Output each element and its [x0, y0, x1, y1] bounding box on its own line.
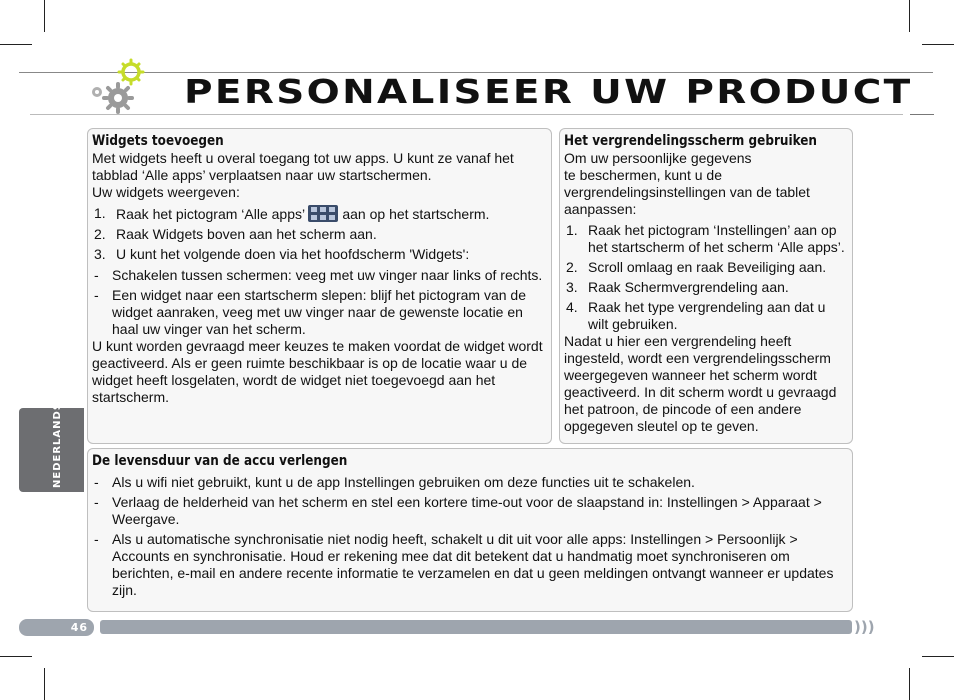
crop-mark [44, 0, 45, 32]
list-item: 3. Raak Schermvergrendeling aan. [566, 279, 789, 295]
lockscreen-heading: Het vergrendelingsscherm gebruiken [564, 133, 818, 149]
list-item: 3. U kunt het volgende doen via het hoofdscherm 'Widgets': [94, 246, 470, 262]
crop-mark [909, 668, 910, 700]
list-item: 1. Raak het pictogram ‘Instellingen’ aan op het startscherm of het scherm ‘Alle apps’. [566, 222, 845, 255]
list-item: - Als u wifi niet gebruikt, kunt u de app Instellingen gebruiken om deze functies uit te schakelen. [94, 474, 695, 490]
list-item: 1. Raak het pictogram ‘Alle apps’ aan op het startscherm. [94, 205, 490, 222]
widgets-intro: Met widgets heeft u overal toegang tot uw apps. U kunt ze vanaf het tabblad ‘Alle apps’ verplaatsen naar uw startschermen. [92, 150, 514, 183]
list-item: 2. Raak Widgets boven aan het scherm aan. [94, 226, 377, 242]
widgets-outro: U kunt worden gevraagd meer keuzes te maken voordat de widget wordt geactiveerd. Als er geen ruimte beschikbaar is op de locatie waar u de widget heeft losgelaten, wordt de widget niet toegevoegd aan het startscherm. [92, 338, 543, 405]
crop-mark [0, 44, 32, 45]
crop-mark [922, 44, 954, 45]
list-item: - Een widget naar een startscherm slepen: blijf het pictogram van de widget aanraken, veeg met uw vinger naar de gewenste locatie en haal uw vinger van het scherm. [94, 287, 527, 337]
crop-mark [44, 668, 45, 700]
lockscreen-panel [559, 128, 853, 444]
list-item: 4. Raak het type vergrendeling aan dat u wilt gebruiken. [566, 299, 826, 332]
footer-bar [100, 620, 852, 634]
battery-panel [87, 448, 853, 612]
footer-end-marks: ))) [854, 618, 875, 636]
widgets-bullets [92, 267, 547, 338]
widgets-steps [92, 205, 547, 263]
lockscreen-steps [564, 222, 848, 333]
widgets-panel [87, 128, 552, 444]
battery-bullets [92, 474, 848, 599]
crop-mark [922, 656, 954, 657]
widgets-subheading: Uw widgets weergeven: [92, 184, 240, 200]
list-item: - Als u automatische synchronisatie niet nodig heeft, schakelt u dit uit voor alle apps: Instellingen > Persoonlijk > Accounts en synchronisatie. Houd er rekening mee dat dit betekent dat u handmatig moet synchroniseren om berichten, e-mail en andere recente informatie te verzamelen en dat u geen meldingen ontvangt wanneer er updates zijn. [94, 531, 834, 598]
lockscreen-intro: Om uw persoonlijke gegevens te beschermen, kunt u de vergrendelingsinstellingen van de tablet aanpassen: [564, 150, 810, 217]
crop-mark [0, 656, 32, 657]
header-rule-right [910, 114, 934, 115]
lockscreen-outro: Nadat u hier een vergrendeling heeft ingesteld, wordt een vergrendelingsscherm weergegeven wanneer het scherm wordt geactiveerd. In dit scherm wordt u gevraagd het patroon, de pincode of een andere opgegeven sleutel op te geven. [564, 333, 837, 434]
page-title: PERSONALISEER UW PRODUCT [184, 72, 913, 111]
page-number: 46 [19, 619, 94, 636]
list-item: - Schakelen tussen schermen: veeg met uw vinger naar links of rechts. [94, 267, 543, 283]
battery-heading: De levensduur van de accu verlengen [92, 453, 348, 469]
header-rule-bottom [30, 114, 903, 115]
crop-mark [909, 0, 910, 32]
language-label: NEDERLANDS [52, 401, 63, 488]
language-tab [19, 401, 84, 492]
gears-icon [88, 58, 148, 118]
list-item: 2. Scroll omlaag en raak Beveiliging aan. [566, 259, 827, 275]
all-apps-icon [308, 205, 338, 222]
widgets-heading: Widgets toevoegen [92, 133, 224, 149]
list-item: - Verlaag de helderheid van het scherm en stel een kortere time-out voor de slaapstand in: Instellingen > Apparaat > Weergave. [94, 494, 822, 527]
